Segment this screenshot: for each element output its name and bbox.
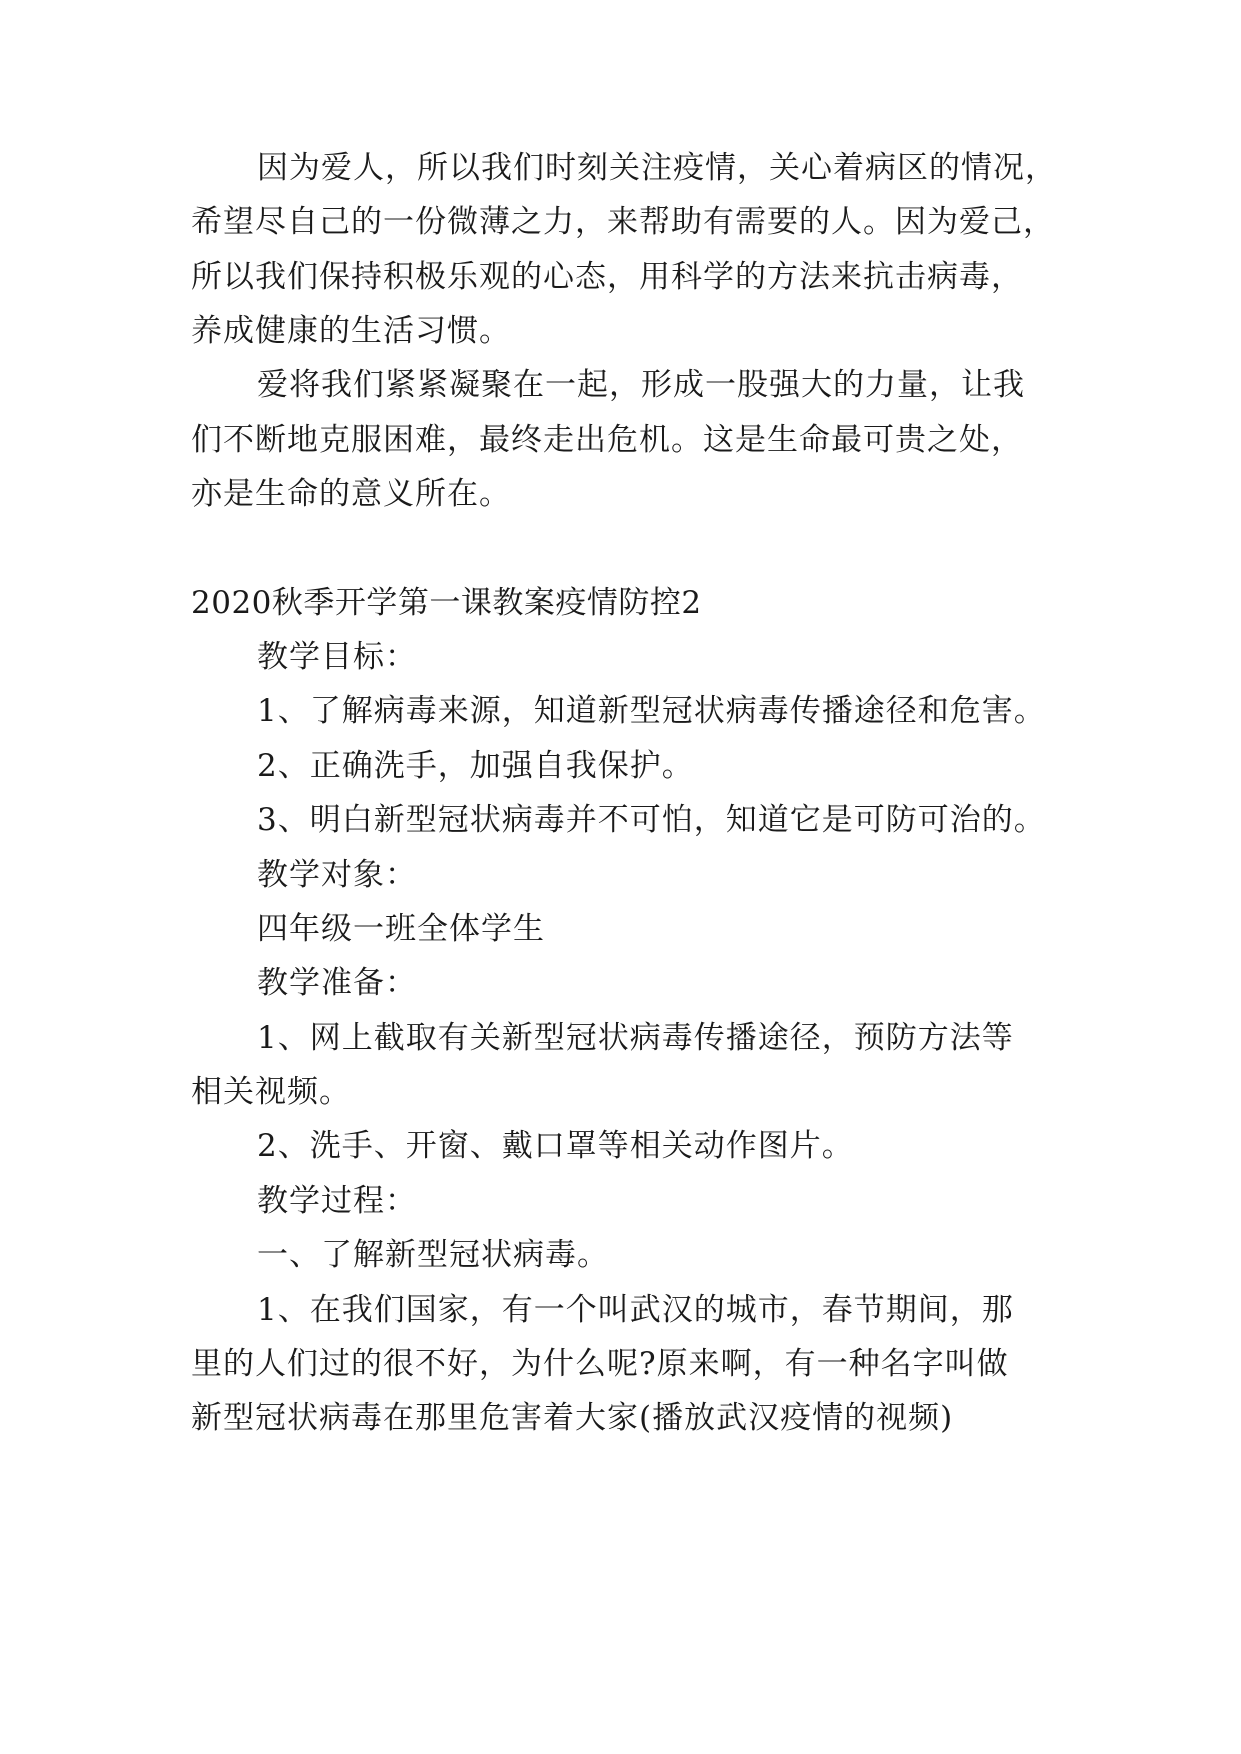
paragraph-2-line-1: 爱将我们紧紧凝聚在一起，形成一股强大的力量，让我 bbox=[257, 367, 1025, 403]
prep-1-line-2: 相关视频。 bbox=[191, 1074, 351, 1110]
paragraph-1-line-1: 因为爱人，所以我们时刻关注疫情，关心着病区的情况， bbox=[257, 150, 1057, 186]
goal-2: 2、正确洗手，加强自我保护。 bbox=[257, 748, 694, 784]
target-heading: 教学对象： bbox=[257, 857, 417, 893]
paragraph-1-line-3: 所以我们保持积极乐观的心态，用科学的方法来抗击病毒， bbox=[191, 259, 1023, 295]
process-heading: 教学过程： bbox=[257, 1183, 417, 1219]
goals-heading: 教学目标： bbox=[257, 639, 417, 675]
section-title: 2020秋季开学第一课教案疫情防控2 bbox=[191, 585, 702, 621]
target-text: 四年级一班全体学生 bbox=[257, 911, 545, 947]
step-heading: 一、了解新型冠状病毒。 bbox=[257, 1237, 609, 1273]
step-1-line-2: 里的人们过的很不好，为什么呢?原来啊，有一种名字叫做 bbox=[191, 1346, 1009, 1382]
paragraph-2-line-2: 们不断地克服困难，最终走出危机。这是生命最可贵之处， bbox=[191, 422, 1023, 458]
step-1-line-3: 新型冠状病毒在那里危害着大家(播放武汉疫情的视频) bbox=[191, 1400, 954, 1436]
prep-heading: 教学准备： bbox=[257, 965, 417, 1001]
step-1-line-1: 1、在我们国家，有一个叫武汉的城市，春节期间，那 bbox=[257, 1292, 1014, 1328]
paragraph-1-line-2: 希望尽自己的一份微薄之力，来帮助有需要的人。因为爱己， bbox=[191, 204, 1055, 240]
goal-1: 1、了解病毒来源，知道新型冠状病毒传播途径和危害。 bbox=[257, 693, 1046, 729]
paragraph-1-line-4: 养成健康的生活习惯。 bbox=[191, 313, 511, 349]
paragraph-2-line-3: 亦是生命的意义所在。 bbox=[191, 476, 511, 512]
prep-2: 2、洗手、开窗、戴口罩等相关动作图片。 bbox=[257, 1128, 854, 1164]
goal-3: 3、明白新型冠状病毒并不可怕，知道它是可防可治的。 bbox=[257, 802, 1046, 838]
prep-1-line-1: 1、网上截取有关新型冠状病毒传播途径，预防方法等 bbox=[257, 1020, 1014, 1056]
